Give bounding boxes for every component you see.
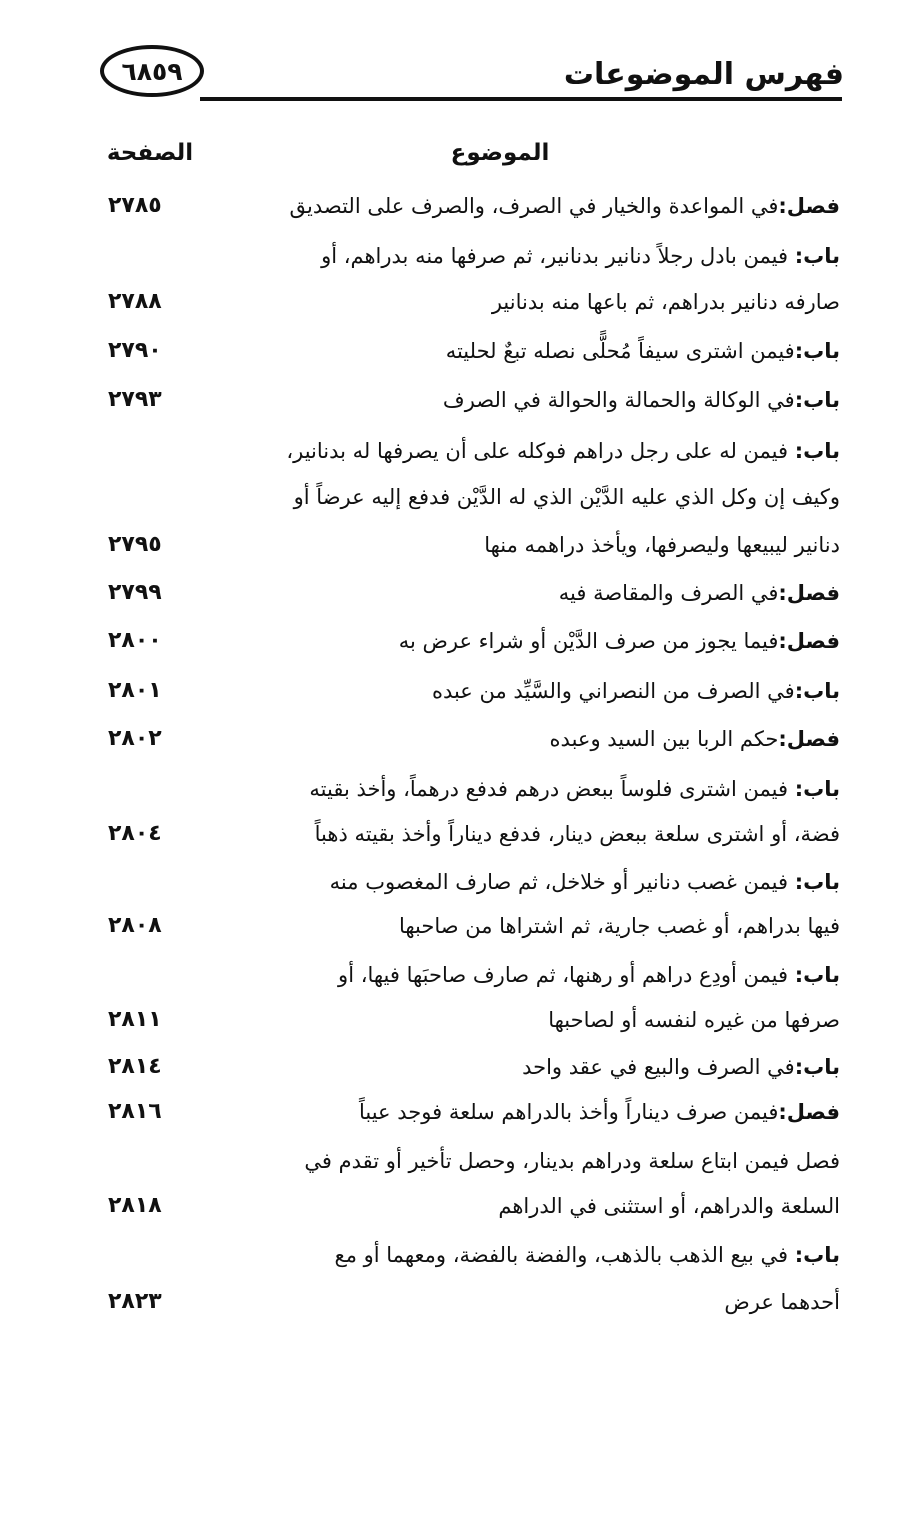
entry-label: باب: (794, 439, 840, 463)
dot-leader (212, 522, 474, 568)
entry-text (212, 328, 840, 374)
entry-text (195, 1232, 840, 1278)
entry-content: فيمن اشترى سيفاً مُحلًّى نصله تبعٌ لحليته (445, 339, 795, 363)
toc-entry (100, 668, 840, 714)
entry-content: السلعة والدراهم، أو استثنى في الدراهم (498, 1194, 840, 1218)
dot-leader (212, 1044, 512, 1090)
entry-label: باب: (794, 963, 840, 987)
entry-text (212, 903, 840, 949)
entry-text (212, 811, 840, 857)
entry-label: فصل: (778, 1100, 840, 1124)
entry-content: فيمن صرف ديناراً وأخذ بالدراهم سلعة فوجد عيباً (358, 1100, 779, 1124)
entry-page: ٢٧٩٥ (108, 532, 162, 557)
entry-text (195, 233, 840, 279)
entry-content: فيها بدراهم، أو غصب جارية، ثم اشتراها من صاحبها (398, 914, 840, 938)
entry-label: باب: (794, 388, 840, 412)
toc-entry (100, 1183, 840, 1229)
entry-content: في بيع الذهب بالذهب، والفضة بالفضة، ومعهما أو مع (334, 1243, 795, 1267)
entry-content: فيمن بادل رجلاً دنانير بدنانير، ثم صرفها منه بدراهم، أو (321, 244, 795, 268)
entry-label: فصل: (778, 629, 840, 653)
dot-leader (212, 183, 280, 229)
entry-label: باب: (794, 339, 840, 363)
entry-label: فصل: (778, 581, 840, 605)
toc-entry (100, 474, 840, 520)
entry-label: باب: (794, 679, 840, 703)
dot-leader (212, 668, 422, 714)
dot-leader (212, 716, 540, 762)
entry-text (195, 859, 840, 905)
entry-page: ٢٨٠٨ (108, 913, 162, 938)
entry-text (212, 377, 840, 423)
toc-entry (100, 279, 840, 325)
entry-content: صرفها من غيره لنفسه أو لصاحبها (548, 1008, 840, 1032)
toc-entry (100, 377, 840, 423)
entry-text (212, 1089, 840, 1135)
entry-text (212, 1183, 840, 1229)
page-number-badge (100, 45, 204, 97)
toc-entry (100, 183, 840, 229)
entry-page: ٢٨١٤ (108, 1054, 162, 1079)
entry-text (212, 279, 840, 325)
toc-entry (100, 811, 840, 857)
dot-leader (212, 1089, 349, 1135)
toc-entry (100, 716, 840, 762)
toc-entry (100, 903, 840, 949)
entry-content: في المواعدة والخيار في الصرف، والصرف على التصديق (289, 194, 779, 218)
entry-text (212, 997, 840, 1043)
entry-text (212, 570, 840, 616)
entry-label: فصل: (778, 727, 840, 751)
entry-label: باب: (794, 1055, 840, 1079)
entry-text (212, 668, 840, 714)
entry-content: أحدهما عرض (724, 1290, 840, 1314)
toc-entry (100, 428, 840, 474)
entry-text (212, 1044, 840, 1090)
entry-content: فيمن له على رجل دراهم فوكله على أن يصرفها له بدنانير، (286, 439, 795, 463)
toc-entry (100, 859, 840, 905)
entry-text (212, 522, 840, 568)
page-column-header: الصفحة (106, 140, 194, 166)
toc-entry (100, 328, 840, 374)
entry-text (212, 618, 840, 664)
entry-text (195, 766, 840, 812)
toc-entry (100, 952, 840, 998)
entry-content: فصل فيمن ابتاع سلعة ودراهم بدينار، وحصل تأخير أو تقدم في (304, 1149, 840, 1173)
toc-entry (100, 766, 840, 812)
entry-page: ٢٧٨٨ (108, 289, 162, 314)
entry-content: فيما يجوز من صرف الدَّيْن أو شراء عرض به (398, 629, 779, 653)
entry-page: ٢٨٠٢ (108, 726, 162, 751)
entry-page: ٢٧٩٣ (108, 387, 162, 412)
entry-text (195, 428, 840, 474)
toc-entry (100, 1279, 840, 1325)
toc-entry (100, 1089, 840, 1135)
dot-leader (212, 997, 538, 1043)
entry-label: باب: (794, 244, 840, 268)
entry-text (212, 716, 840, 762)
entry-content: فيمن غصب دنانير أو خلاخل، ثم صارف المغصوب منه (329, 870, 795, 894)
toc-entry (100, 570, 840, 616)
entry-content: في الصرف والمقاصة فيه (558, 581, 779, 605)
entry-page: ٢٨٠١ (108, 678, 162, 703)
entry-text (212, 183, 840, 229)
header-rule (200, 97, 842, 101)
entry-content: في الصرف من النصراني والسَّيِّد من عبده (431, 679, 795, 703)
dot-leader (212, 811, 305, 857)
entry-content: دنانير ليبيعها وليصرفها، ويأخذ دراهمه منها (484, 533, 840, 557)
dot-leader (212, 903, 389, 949)
entry-content: حكم الربا بين السيد وعبده (549, 727, 779, 751)
dot-leader (212, 570, 549, 616)
entry-page: ٢٨١١ (108, 1007, 162, 1032)
entry-page: ٢٨١٨ (108, 1193, 162, 1218)
toc-entry (100, 1232, 840, 1278)
entry-content: في الصرف والبيع في عقد واحد (522, 1055, 795, 1079)
entry-content: في الوكالة والحمالة والحوالة في الصرف (442, 388, 795, 412)
entry-page: ٢٨٠٠ (108, 628, 162, 653)
dot-leader (212, 1279, 714, 1325)
toc-entry (100, 618, 840, 664)
entry-page: ٢٧٨٥ (108, 193, 162, 218)
entry-label: باب: (794, 777, 840, 801)
entry-page: ٢٧٩٩ (108, 580, 162, 605)
entry-text (212, 1279, 840, 1325)
toc-entry (100, 1138, 840, 1184)
entry-text (195, 1138, 840, 1184)
entry-content: فضة، أو اشترى سلعة ببعض دينار، فدفع ديناراً وأخذ بقيته ذهباً (314, 822, 840, 846)
topic-column-header: الموضوع (450, 140, 550, 166)
dot-leader (212, 279, 482, 325)
entry-text (195, 474, 840, 520)
entry-content: وكيف إن وكل الذي عليه الدَّيْن الذي له الدَّيْن فدفع إليه عرضاً أو (293, 485, 840, 509)
dot-leader (212, 328, 436, 374)
dot-leader (212, 618, 389, 664)
dot-leader (212, 1183, 488, 1229)
entry-content: صارفه دنانير بدراهم، ثم باعها منه بدنانير (491, 290, 840, 314)
entry-text (195, 952, 840, 998)
entry-page: ٢٧٩٠ (108, 338, 162, 363)
entry-page: ٢٨١٦ (108, 1099, 162, 1124)
entry-content: فيمن أودِع دراهم أو رهنها، ثم صارف صاحبَها فيها، أو (338, 963, 795, 987)
toc-entry (100, 522, 840, 568)
entry-label: باب: (794, 870, 840, 894)
toc-entry (100, 997, 840, 1043)
page-number: ٦٨٥٩ (121, 56, 183, 86)
toc-entry (100, 233, 840, 279)
entry-page: ٢٨٢٣ (108, 1289, 162, 1314)
entry-label: فصل: (778, 194, 840, 218)
entry-page: ٢٨٠٤ (108, 821, 162, 846)
page-title: فهرس الموضوعات (563, 57, 844, 92)
entry-label: باب: (794, 1243, 840, 1267)
dot-leader (212, 377, 433, 423)
entry-content: فيمن اشترى فلوساً ببعض درهم فدفع درهماً، وأخذ بقيته (309, 777, 795, 801)
toc-entry (100, 1044, 840, 1090)
